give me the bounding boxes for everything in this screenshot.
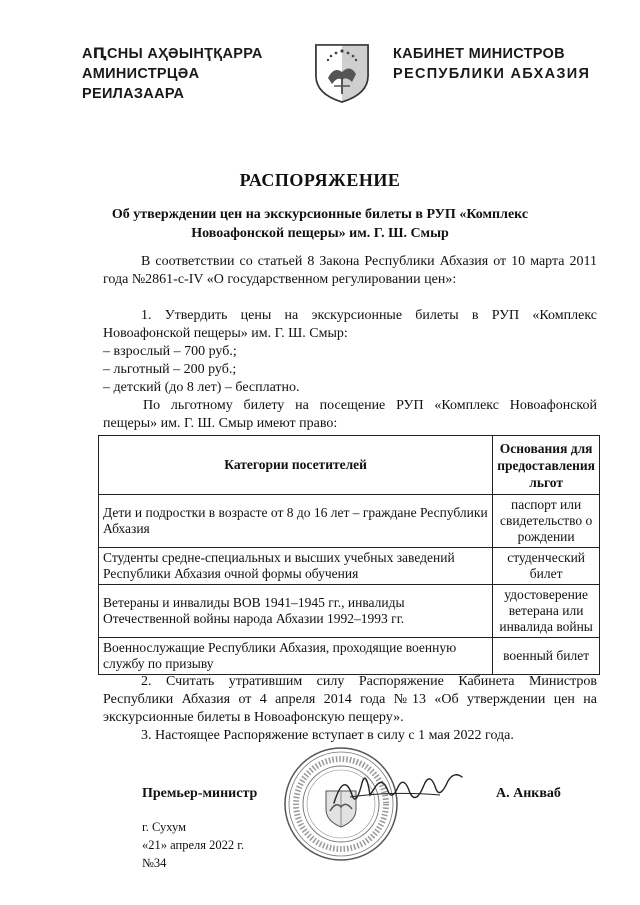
- row-category: Ветераны и инвалиды ВОВ 1941–1945 гг., инвалиды Отечественной войны народа Абхазии 1992–1993 гг.: [99, 585, 493, 638]
- reduced-intro: По льготному билету на посещение РУП «Комплекс Новоафонской пещеры» им. Г. Ш. Смыр имеют право:: [103, 398, 597, 431]
- table-header-row: [99, 436, 600, 495]
- handwritten-signature-icon: [330, 765, 470, 815]
- row-basis: военный билет: [493, 638, 600, 675]
- header-right: [393, 44, 593, 84]
- row-basis: студенческий билет: [493, 548, 600, 585]
- col-header-categories: Категории посетителей: [99, 436, 493, 495]
- preamble: В соответствии со статьей 8 Закона Республики Абхазия от 10 марта 2011 года №2861-с-IV «О государственном регулировании цен»:: [103, 254, 597, 287]
- price-child: – детский (до 8 лет) – бесплатно.: [103, 380, 300, 395]
- subtitle-line1: Об утверждении цен на экскурсионные билеты в РУП «Комплекс: [111, 207, 529, 222]
- price-adult: – взрослый – 700 руб.;: [103, 344, 237, 359]
- row-basis: паспорт или свидетельство о рождении: [493, 495, 600, 548]
- header-left: [82, 44, 302, 104]
- document-number: №34: [142, 856, 167, 870]
- table-row: [99, 495, 600, 548]
- header-right-line1: КАБИНЕТ МИНИСТРОВ: [393, 46, 565, 62]
- header-left-line2: АМИНИСТРЦӘА РЕИЛАЗААРА: [82, 66, 200, 102]
- signatory-name: А. Анкваб: [496, 786, 561, 801]
- row-category: Военнослужащие Республики Абхазия, проходящие военную службу по призыву: [99, 638, 493, 675]
- document-subtitle: [90, 205, 550, 243]
- document-title: РАСПОРЯЖЕНИЕ: [239, 170, 401, 190]
- table-row: [99, 638, 600, 675]
- table-row: [99, 585, 600, 638]
- row-category: Дети и подростки в возрасте от 8 до 16 лет – граждане Республики Абхазия: [99, 495, 493, 548]
- row-category: Студенты средне-специальных и высших учебных заведений Республики Абхазия очной формы обучения: [99, 548, 493, 585]
- header-left-line1: АԤСНЫ АҲӘЫНҬҚАРРА: [82, 46, 263, 62]
- row-basis: удостоверение ветерана или инвалида войны: [493, 585, 600, 638]
- header-right-line2: РЕСПУБЛИКИ АБХАЗИЯ: [393, 66, 591, 82]
- city: г. Сухум: [142, 820, 187, 834]
- item-2: 2. Считать утратившим силу Распоряжение Кабинета Министров Республики Абхазия от 4 апреля 2014 года №13 «Об утверждении цен на экскурсионные билеты в Новоафонскую пещеру».: [103, 674, 597, 725]
- subtitle-line2: Новоафонской пещеры» им. Г. Ш. Смыр: [191, 226, 449, 241]
- document-date: «21» апреля 2022 г.: [142, 838, 245, 852]
- item-1: 1. Утвердить цены на экскурсионные билеты в РУП «Комплекс Новоафонской пещеры» им. Г. Ш. Смыр:: [103, 308, 597, 341]
- coat-of-arms-icon: [312, 42, 372, 104]
- price-reduced: – льготный – 200 руб.;: [103, 362, 237, 377]
- item-3: 3. Настоящее Распоряжение вступает в силу с 1 мая 2022 года.: [141, 728, 514, 743]
- col-header-basis: Основания для предоставления льгот: [493, 436, 600, 495]
- signatory-position: Премьер-министр: [142, 786, 258, 801]
- table-row: [99, 548, 600, 585]
- benefits-table: [98, 435, 600, 675]
